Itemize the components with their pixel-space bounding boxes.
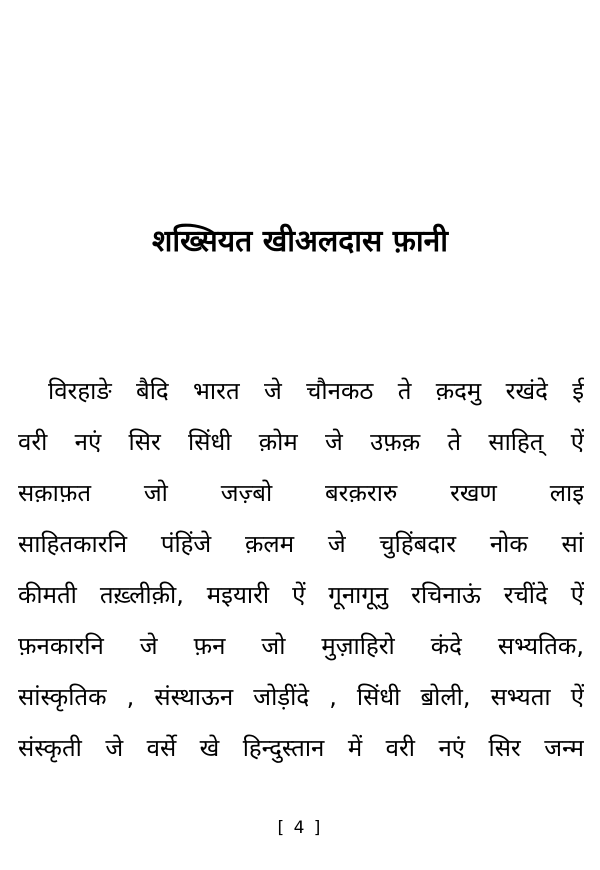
page-title: शख्सियत खीअलदास फ़ानी	[151, 224, 449, 259]
paragraph-line: वरी नएं सिर सिंधी क़ोम जे उफ़क़ ते साहित् ऐं	[18, 428, 584, 456]
paragraph-line: सांस्कृतिक , संस्थाऊन जोड़ींदे , सिंधी ॿोली, सभ्यता ऐं	[18, 683, 584, 711]
paragraph-line: संस्कृती जे वर्से खे हिन्दुस्तान में वरी नएं सिर जन्म	[18, 734, 584, 762]
page-number: [ 4 ]	[277, 818, 323, 838]
paragraph-line: विरहाङे बैदि भारत जे चौनकठ ते क़दमु रखंदे ई	[48, 377, 584, 405]
paragraph-line: कीमती तख़्लीक़ी, मइयारी ऐं गूनागूनु रचिनाऊं रचींदे ऐं	[18, 581, 584, 609]
paragraph-line: फ़नकारनि जे फ़न जो मुज़ाहिरो कंदे सभ्यतिक,	[18, 632, 584, 660]
body-paragraph	[18, 366, 584, 774]
paragraph-line: सक़ाफ़त जो जज़्बो बरक़रारु रखण लाइ	[18, 479, 584, 507]
paragraph-line: साहितकारनि पंहिंजे क़लम जे चुहिंबदार नोक सां	[18, 530, 584, 558]
